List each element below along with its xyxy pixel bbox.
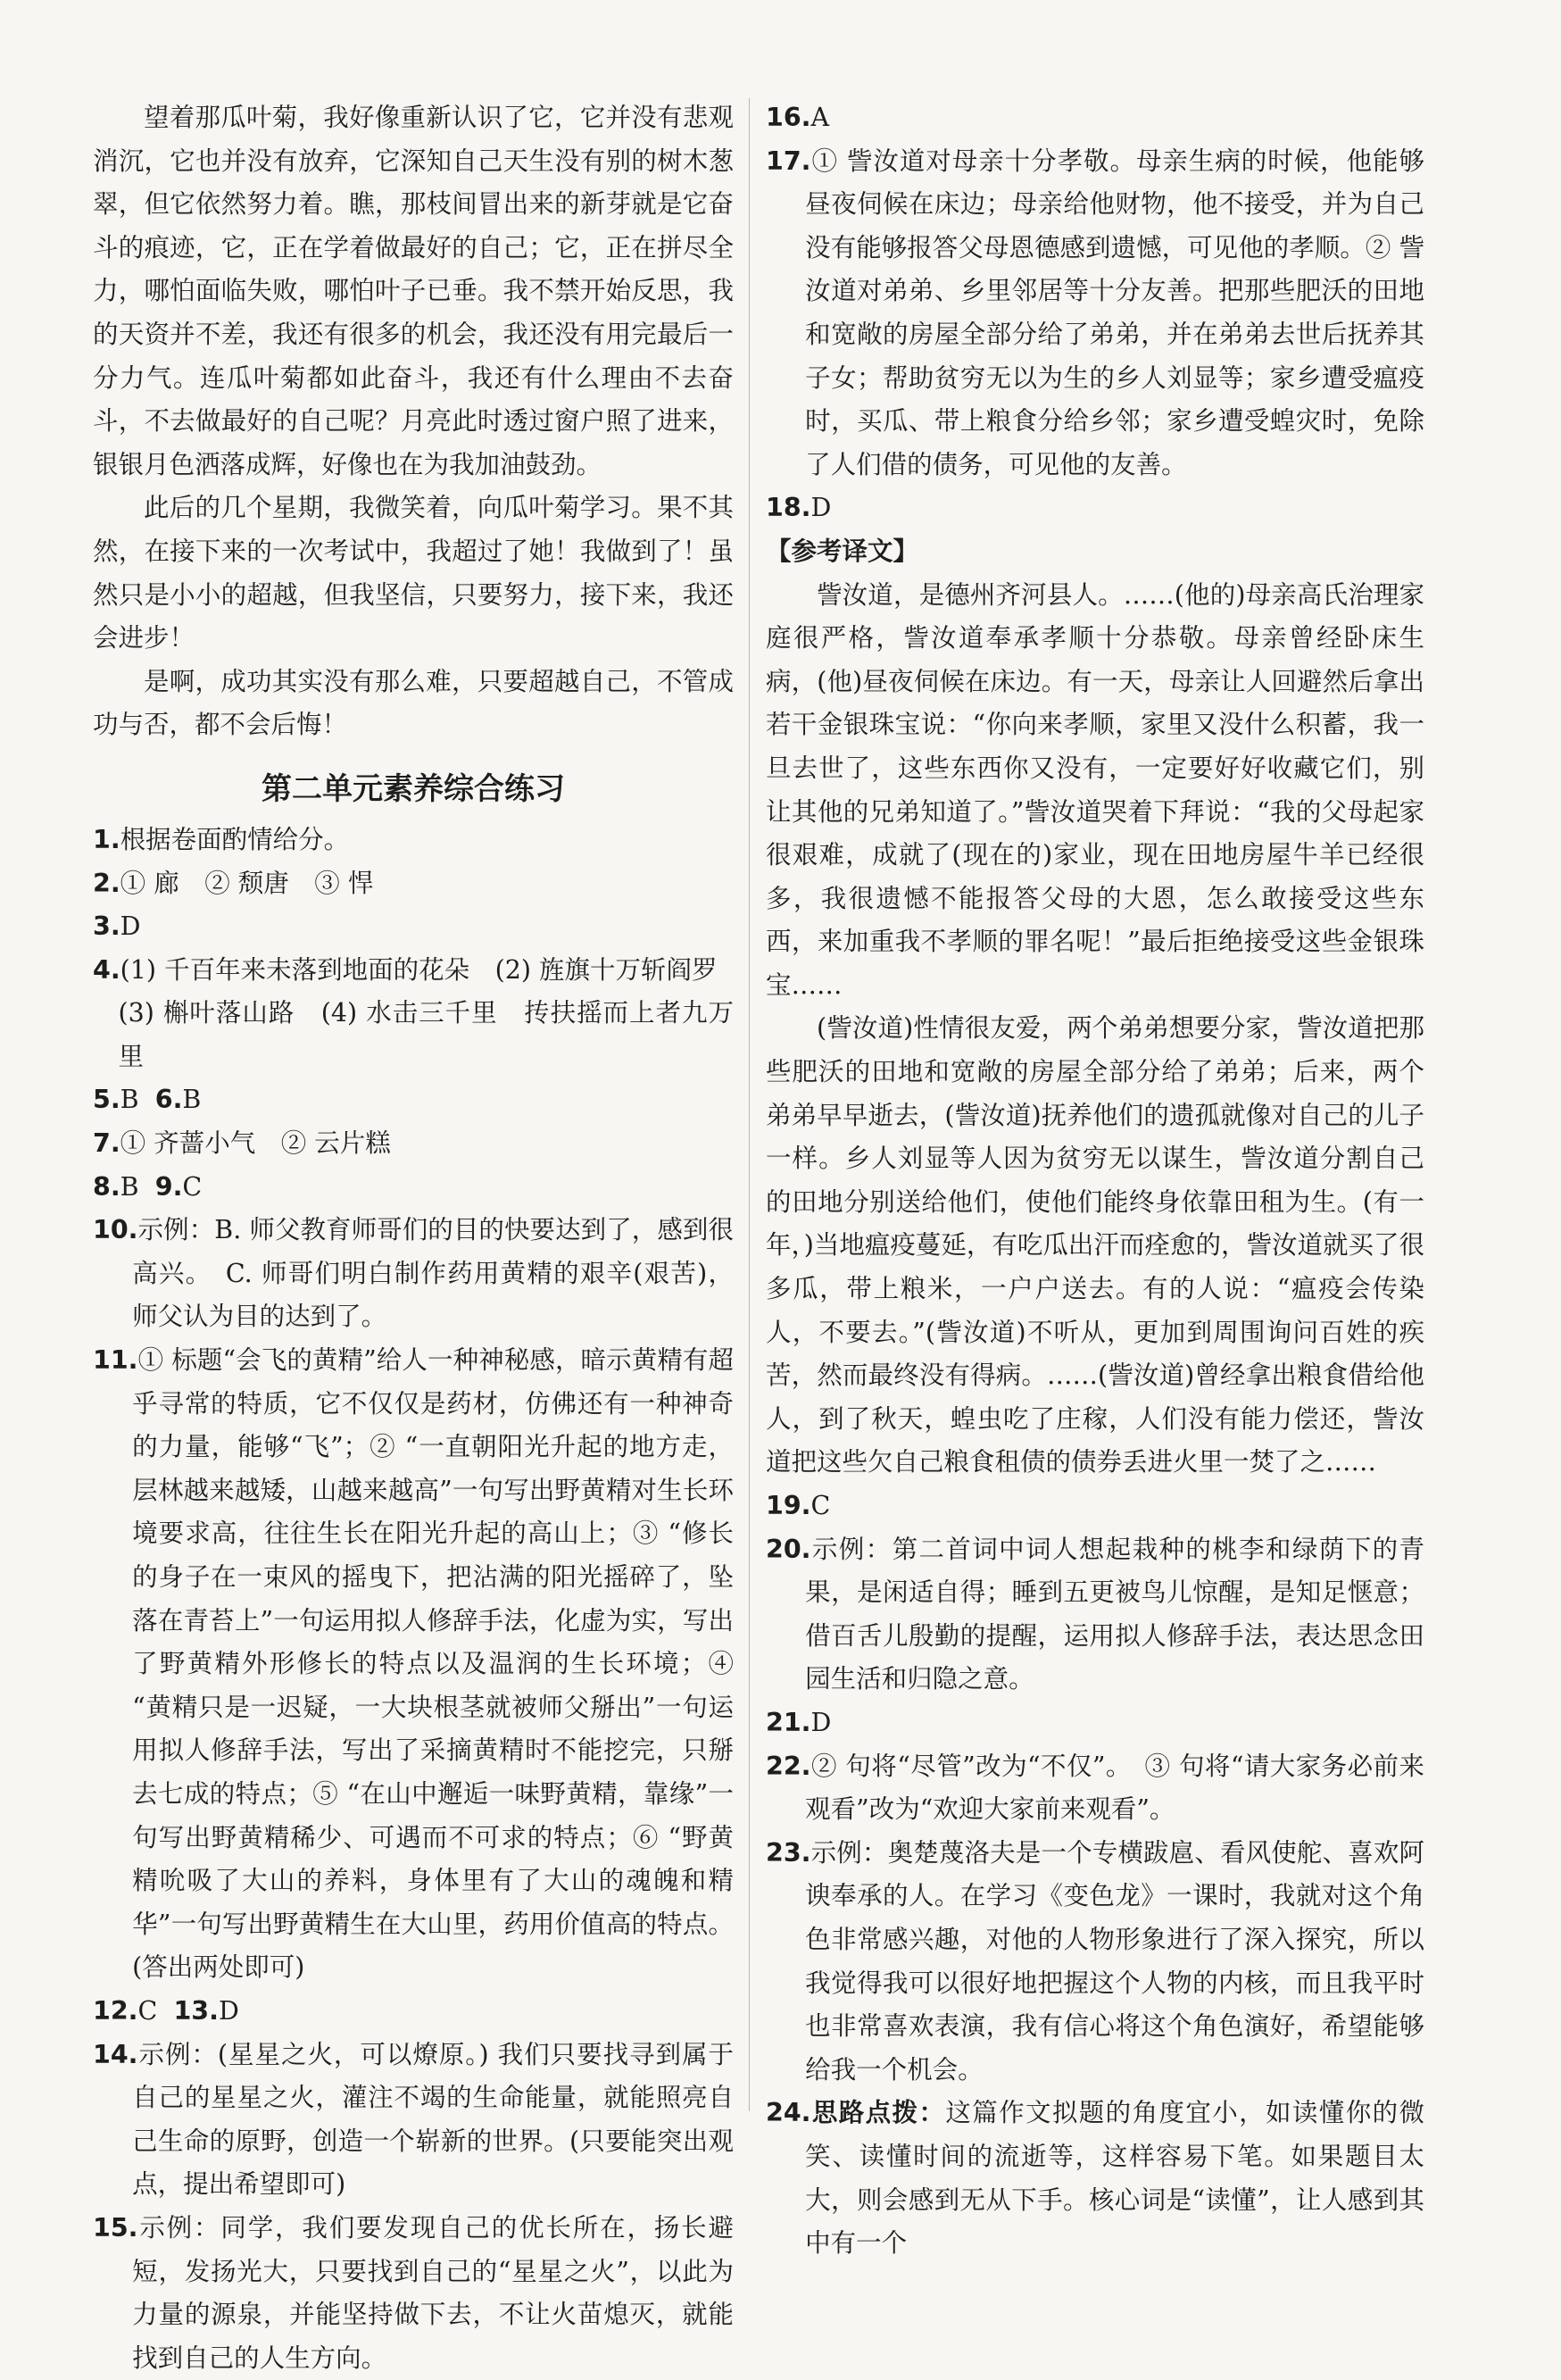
answer-item-1 xyxy=(93,819,734,862)
answer-item-20 xyxy=(766,1528,1424,1702)
item-number: 12. xyxy=(93,1995,138,2026)
item-number: 3. xyxy=(93,911,120,942)
item-number: 18. xyxy=(766,493,811,523)
item-text: B xyxy=(120,1085,139,1115)
item-text: D xyxy=(810,493,832,523)
item-text: 示例：奥楚蔑洛夫是一个专横跋扈、看风使舵、喜欢阿谀奉承的人。在学习《变色龙》一课时，我就对这个角色非常感兴趣，对他的人物形象进行了深入探究，所以我觉得我可以很好地把握这个人物的内核，而且我平时也非常喜欢表演，我有信心将这个角色演好，希望能够给我一个机会。 xyxy=(805,1837,1424,2085)
item-number: 1. xyxy=(93,824,120,854)
item-text: ① 訾汝道对母亲十分孝敬。母亲生病的时候，他能够昼夜伺候在床边；母亲给他财物，他不接受，并为自己没有能够报答父母恩德感到遗憾，可见他的孝顺。② 訾汝道对弟弟、乡里邻居等十分友善。把那些肥沃的田地和宽敞的房屋全部分给了弟弟，并在弟弟去世后抚养其子女；帮助贫穷无以为生的乡人刘显等；家乡遭受瘟疫时，买瓜、带上粮食分给乡邻；家乡遭受蝗灾时，免除了人们借的债务，可见他的友善。 xyxy=(805,146,1424,479)
item-text: C xyxy=(137,1995,158,2026)
item-number: 16. xyxy=(766,103,811,132)
item-text: 这篇作文拟题的角度宜小，如读懂你的微笑、读懂时间的流逝等，这样容易下笔。如果题目太大，则会感到无从下手。核心词是“读懂”，让人感到其中有一个 xyxy=(805,2098,1424,2259)
item-number: 9. xyxy=(154,1171,183,1202)
item-number: 5. xyxy=(93,1085,120,1115)
item-number: 8. xyxy=(93,1171,120,1202)
item-text: 示例：同学，我们要发现自己的优长所在，扬长避短，发扬光大，只要找到自己的“星星之火”，以此为力量的源泉，并能坚持做下去，不让火苗熄灭，就能找到自己的人生方向。 xyxy=(132,2212,734,2373)
answer-item-24 xyxy=(766,2092,1424,2265)
answer-item-12-13 xyxy=(93,1990,734,2034)
item-number: 23. xyxy=(766,1837,811,1868)
answer-item-7 xyxy=(93,1122,734,1166)
essay-paragraph-1: 望着那瓜叶菊，我好像重新认识了它，它并没有悲观消沉，它也并没有放弃，它深知自己天生没有别的树木葱翠，但它依然努力着。瞧，那枝间冒出来的新芽就是它奋斗的痕迹，它，正在学着做最好的自己；它，正在拼尽全力，哪怕面临失败，哪怕叶子已垂。我不禁开始反思，我的天资并不差，我还有很多的机会，我还没有用完最后一分力气。连瓜叶菊都如此奋斗，我还有什么理由不去奋斗，不去做最好的自己呢？月亮此时透过窗户照了进来，银银月色洒落成辉，好像也在为我加油鼓劲。 xyxy=(93,103,734,479)
item-text: B xyxy=(120,1171,139,1202)
answer-item-22 xyxy=(766,1745,1424,1832)
item-number: 2. xyxy=(93,868,120,898)
answer-item-2 xyxy=(93,862,734,906)
item-text: (3) 槲叶落山路 (4) 水击三千里 抟扶摇而上者九万里 xyxy=(118,998,734,1071)
answer-item-15 xyxy=(93,2207,734,2380)
item-number: 10. xyxy=(93,1215,138,1245)
item-text: ① 标题“会飞的黄精”给人一种神秘感，暗示黄精有超乎寻常的特质，它不仅仅是药材，仿佛还有一种神奇的力量，能够“飞”；② “一直朝阳光升起的地方走，层林越来越矮，山越来越高”一句写出野黄精对生长环境要求高，往往生长在阳光升起的高山上；③ “修长的身子在一束风的摇曳下，把沾满的阳光摇碎了，坠落在青苔上”一句运用拟人修辞手法，化虚为实，写出了野黄精外形修长的特点以及温润的生长环境；④ “黄精只是一迟疑，一大块根茎就被师父掰出”一句运用拟人修辞手法，写出了采摘黄精时不能挖完，只掰去七成的特点；⑤ “在山中邂逅一味野黄精，靠缘”一句写出野黄精稀少、可遇而不可求的特点；⑥ “野黄精吮吸了大山的养料，身体里有了大山的魂魄和精华”一句写出野黄精生在大山里，药用价值高的特点。(答出两处即可) xyxy=(132,1345,734,1983)
translation-paragraph-1: 訾汝道，是德州齐河县人。……(他的)母亲高氏治理家庭很严格，訾汝道奉承孝顺十分恭敬。母亲曾经卧床生病，(他)昼夜伺候在床边。有一天，母亲让人回避然后拿出若干金银珠宝说：“你向来孝顺，家里又没什么积蓄，我一旦去世了，这些东西你又没有，一定要好好收藏它们，别让其他的兄弟知道了。”訾汝道哭着下拜说：“我的父母起家很艰难，成就了(现在的)家业，现在田地房屋牛羊已经很多，我很遗憾不能报答父母的大恩，怎么敢接受这些东西，来加重我不孝顺的罪名呢！”最后拒绝接受这些金银珠宝…… xyxy=(766,579,1424,1000)
right-column xyxy=(766,96,1424,2266)
answer-item-19 xyxy=(766,1485,1424,1528)
item-number: 11. xyxy=(93,1345,138,1376)
item-number: 14. xyxy=(93,2039,138,2069)
answer-item-16 xyxy=(766,96,1424,140)
item-text: (1) 千百年来未落到地面的花朵 (2) 旌旗十万斩阎罗 xyxy=(120,954,718,985)
item-text: D xyxy=(810,1707,832,1737)
item-text: 示例：(星星之火，可以燎原。) 我们只要找寻到属于自己的星星之火，灌注不竭的生命能量，就能照亮自己生命的原野，创造一个崭新的世界。(只要能突出观点，提出希望即可) xyxy=(132,2039,734,2200)
item-text: 示例：第二首词中词人想起栽种的桃李和绿荫下的青果，是闲适自得；睡到五更被鸟儿惊醒，是知足惬意；借百舌儿殷勤的提醒，运用拟人修辞手法，表达思念田园生活和归隐之意。 xyxy=(805,1534,1424,1694)
item-text: ② 句将“尽管”改为“不仅”。 ③ 句将“请大家务必前来观看”改为“欢迎大家前来观看”。 xyxy=(805,1751,1424,1825)
item-number: 19. xyxy=(766,1491,811,1520)
item-text: 根据卷面酌情给分。 xyxy=(120,824,350,854)
item-text: B xyxy=(182,1085,202,1115)
answer-item-8-9 xyxy=(93,1166,734,1210)
item-number: 4. xyxy=(93,954,120,985)
answer-item-10 xyxy=(93,1209,734,1339)
item-number: 24. xyxy=(766,2098,811,2128)
left-column xyxy=(93,96,734,2380)
answer-item-3 xyxy=(93,905,734,949)
essay-paragraph-3: 是啊，成功其实没有那么难，只要超越自己，不管成功与否，都不会后悔！ xyxy=(93,666,734,740)
column-divider xyxy=(749,98,750,2111)
item-number: 17. xyxy=(766,146,811,176)
answer-item-11 xyxy=(93,1339,734,1990)
answer-item-21 xyxy=(766,1702,1424,1745)
answer-item-4-continued xyxy=(93,992,734,1078)
item-number: 21. xyxy=(766,1707,811,1737)
item-number: 22. xyxy=(766,1751,811,1781)
item-number: 20. xyxy=(766,1534,811,1564)
item-number: 6. xyxy=(154,1085,183,1115)
answer-item-17 xyxy=(766,140,1424,487)
answer-item-14 xyxy=(93,2034,734,2207)
item-number: 13. xyxy=(173,1995,219,2026)
answer-item-4 xyxy=(93,949,734,993)
answer-item-18 xyxy=(766,487,1424,530)
translation-paragraph-2: (訾汝道)性情很友爱，两个弟弟想要分家，訾汝道把那些肥沃的田地和宽敞的房屋全部分给了弟弟；后来，两个弟弟早早逝去，(訾汝道)抚养他们的遗孤就像对自己的儿子一样。乡人刘显等人因为贫穷无以谋生，訾汝道分割自己的田地分别送给他们，使他们能终身依靠田租为生。(有一年，)当地瘟疫蔓延，有吃瓜出汗而痊愈的，訾汝道就买了很多瓜，带上粮米，一户户送去。有的人说：“瘟疫会传染人，不要去。”(訾汝道)不听从，更加到周围询问百姓的疾苦，然而最终没有得病。……(訾汝道)曾经拿出粮食借给他人，到了秋天，蝗虫吃了庄稼，人们没有能力偿还，訾汝道把这些欠自己粮食租债的债券丢进火里一焚了之…… xyxy=(766,1013,1424,1477)
essay-paragraph-2: 此后的几个星期，我微笑着，向瓜叶菊学习。果不其然，在接下来的一次考试中，我超过了她！我做到了！虽然只是小小的超越，但我坚信，只要努力，接下来，我还会进步！ xyxy=(93,493,734,653)
item-number: 7. xyxy=(93,1128,120,1159)
item-text: ① 廊 ② 颓唐 ③ 悍 xyxy=(120,868,374,898)
hint-label: 思路点拨： xyxy=(810,2098,946,2128)
item-number: 15. xyxy=(93,2212,138,2243)
item-text: A xyxy=(810,103,830,132)
section-title: 第二单元素养综合练习 xyxy=(262,770,565,807)
item-text: C xyxy=(182,1171,203,1202)
translation-tag: 【参考译文】 xyxy=(766,536,919,566)
item-text: ① 齐蔷小气 ② 云片糕 xyxy=(120,1128,391,1159)
answer-item-5-6 xyxy=(93,1078,734,1122)
item-text: 示例：B. 师父教育师哥们的目的快要达到了，感到很高兴。 C. 师哥们明白制作药用黄精的艰辛(艰苦)，师父认为目的达到了。 xyxy=(132,1215,734,1332)
answer-item-23 xyxy=(766,1832,1424,2093)
item-text: D xyxy=(120,911,141,942)
item-text: C xyxy=(810,1491,831,1520)
item-text: D xyxy=(218,1995,239,2026)
translation-heading xyxy=(766,530,1424,574)
